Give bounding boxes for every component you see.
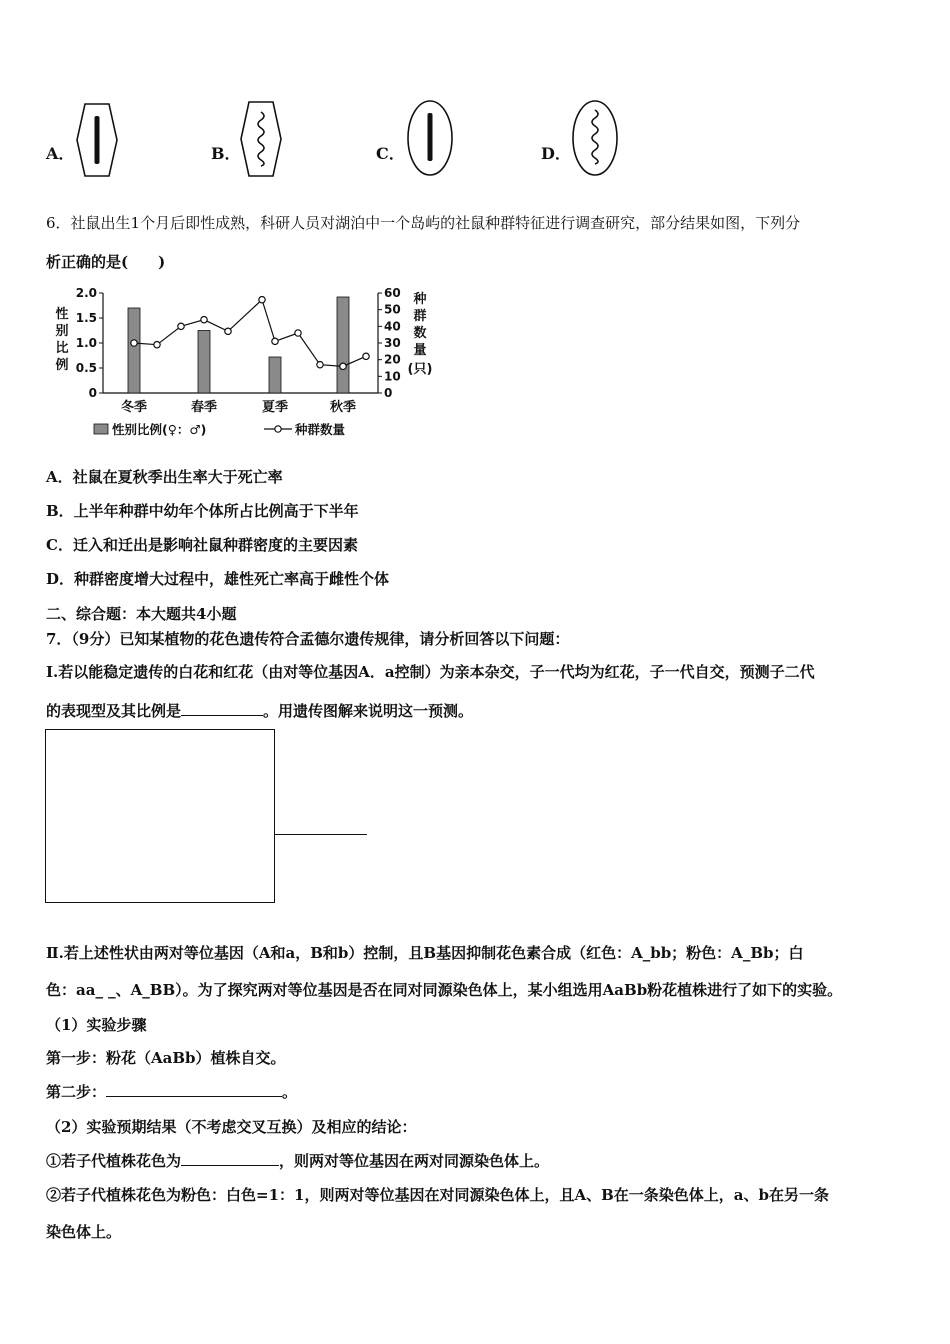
answer-blank-1[interactable] <box>181 701 263 716</box>
q7-part1-line1: Ⅰ.若以能稳定遗传的白花和红花（由对等位基因A．a控制）为亲本杂交，子一代均为红花，子一代自交，预测子二代 <box>46 663 815 681</box>
result-1 <box>46 1150 549 1171</box>
population-point <box>178 323 184 329</box>
right-axis-label <box>408 291 433 377</box>
genetic-diagram-line <box>275 834 367 835</box>
q6-option-b: B．上半年种群中幼年个体所占比例高于下半年 <box>46 502 359 520</box>
population-point <box>317 361 323 367</box>
figure-ellipse-straight <box>406 98 454 178</box>
category-label: 夏季 <box>261 400 289 415</box>
result-1-tail: ，则两对等位基因在两对同源染色体上。 <box>279 1152 550 1170</box>
q6-chart <box>46 283 446 445</box>
option-d-label: D． <box>541 144 571 163</box>
svg-text:例: 例 <box>55 358 69 373</box>
q6-stem-line1: 6．社鼠出生1个月后即性成熟，科研人员对湖泊中一个岛屿的社鼠种群特征进行调查研究，部分结果如图，下列分 <box>46 214 801 232</box>
right-tick-label: 40 <box>384 319 401 334</box>
q7-intro: 7．（9分）已知某植物的花色遗传符合孟德尔遗传规律，请分析回答以下问题： <box>46 630 570 648</box>
result-2-line2: 染色体上。 <box>46 1223 122 1241</box>
legend-bar-swatch <box>94 424 108 434</box>
answer-blank-2[interactable] <box>106 1082 282 1097</box>
svg-text:别: 别 <box>55 324 69 339</box>
answer-blank-3[interactable] <box>181 1151 279 1166</box>
population-point <box>131 340 137 346</box>
left-axis-label <box>54 306 68 373</box>
category-label: 冬季 <box>120 400 148 415</box>
step-title: （1）实验步骤 <box>46 1016 147 1034</box>
right-tick-label: 50 <box>384 302 401 317</box>
category-label: 春季 <box>190 400 218 415</box>
q6-stem-line2: 析正确的是( ) <box>46 253 166 271</box>
population-point <box>259 296 265 302</box>
result-2-line1: ②若子代植株花色为粉色：白色=1：1，则两对等位基因在对同源染色体上，且A、B在一条染色体上，a、b在另一条 <box>46 1186 829 1204</box>
svg-text:量: 量 <box>413 343 427 358</box>
result-1-text: ①若子代植株花色为 <box>46 1152 182 1170</box>
left-tick-label: 2.0 <box>75 286 97 300</box>
population-point <box>154 341 160 347</box>
population-point <box>201 316 207 322</box>
q7-part2-line1: Ⅱ.若上述性状由两对等位基因（A和a，B和b）控制，且B基因抑制花色素合成（红色：A_bb；粉色：A_Bb；白 <box>46 944 804 962</box>
step-2-tail: 。 <box>282 1083 298 1101</box>
svg-text:性: 性 <box>55 307 69 322</box>
legend-line-label: 种群数量 <box>295 422 346 437</box>
population-point <box>295 330 301 336</box>
right-tick-label: 30 <box>384 336 401 350</box>
right-tick-label: 60 <box>384 286 401 300</box>
right-tick-label: 10 <box>384 369 401 384</box>
left-tick-label: 1.5 <box>75 311 97 325</box>
step-2-label: 第二步： <box>46 1083 107 1101</box>
q7-part1-tail: 。用遗传图解来说明这一预测。 <box>263 702 474 720</box>
genetic-diagram-box[interactable] <box>45 729 275 903</box>
figure-hexagon-straight <box>75 102 119 178</box>
option-b-label: B． <box>211 144 241 163</box>
right-tick-label: 0 <box>384 386 393 400</box>
bar-秋季 <box>337 297 349 393</box>
step-2 <box>46 1081 297 1102</box>
svg-text:群: 群 <box>413 309 427 324</box>
q6-option-a: A．社鼠在夏秋季出生率大于死亡率 <box>46 468 283 486</box>
right-tick-label: 20 <box>384 352 401 367</box>
section2-title: 二、综合题：本大题共4小题 <box>46 605 237 623</box>
q7-part2-line2: 色：aa_ _、A_BB）。为了探究两对等位基因是否在同对同源染色体上，某小组选用AaBb粉花植株进行了如下的实验。 <box>46 981 843 999</box>
legend-bar-label: 性别比例(♀：♂) <box>112 422 207 437</box>
result-title: （2）实验预期结果（不考虑交叉互换）及相应的结论： <box>46 1118 417 1136</box>
svg-text:比: 比 <box>55 341 69 356</box>
bar-夏季 <box>269 357 281 393</box>
population-point <box>225 328 231 334</box>
category-label: 秋季 <box>329 400 357 415</box>
left-tick-label: 0 <box>88 386 97 400</box>
q7-part1-text: 的表现型及其比例是 <box>46 702 182 720</box>
left-tick-label: 1.0 <box>75 336 97 350</box>
figure-ellipse-wavy <box>571 98 619 178</box>
option-c-label: C． <box>376 144 405 163</box>
population-line <box>134 300 366 367</box>
population-point <box>272 338 278 344</box>
q6-option-c: C．迁入和迁出是影响社鼠种群密度的主要因素 <box>46 536 358 554</box>
step-1: 第一步：粉花（AaBb）植株自交。 <box>46 1049 286 1067</box>
option-a-label: A． <box>46 144 75 163</box>
svg-text:种: 种 <box>413 292 427 307</box>
bar-冬季 <box>128 308 140 393</box>
q7-part1-line2 <box>46 700 473 721</box>
left-tick-label: 0.5 <box>75 361 97 375</box>
population-point <box>340 363 346 369</box>
bar-春季 <box>198 331 210 394</box>
q6-option-d: D．种群密度增大过程中，雄性死亡率高于雌性个体 <box>46 570 390 588</box>
population-point <box>363 353 369 359</box>
svg-text:(只): (只) <box>407 362 433 377</box>
svg-text:数: 数 <box>413 326 427 341</box>
chart-legend <box>94 422 346 437</box>
figure-hexagon-wavy <box>239 100 283 178</box>
